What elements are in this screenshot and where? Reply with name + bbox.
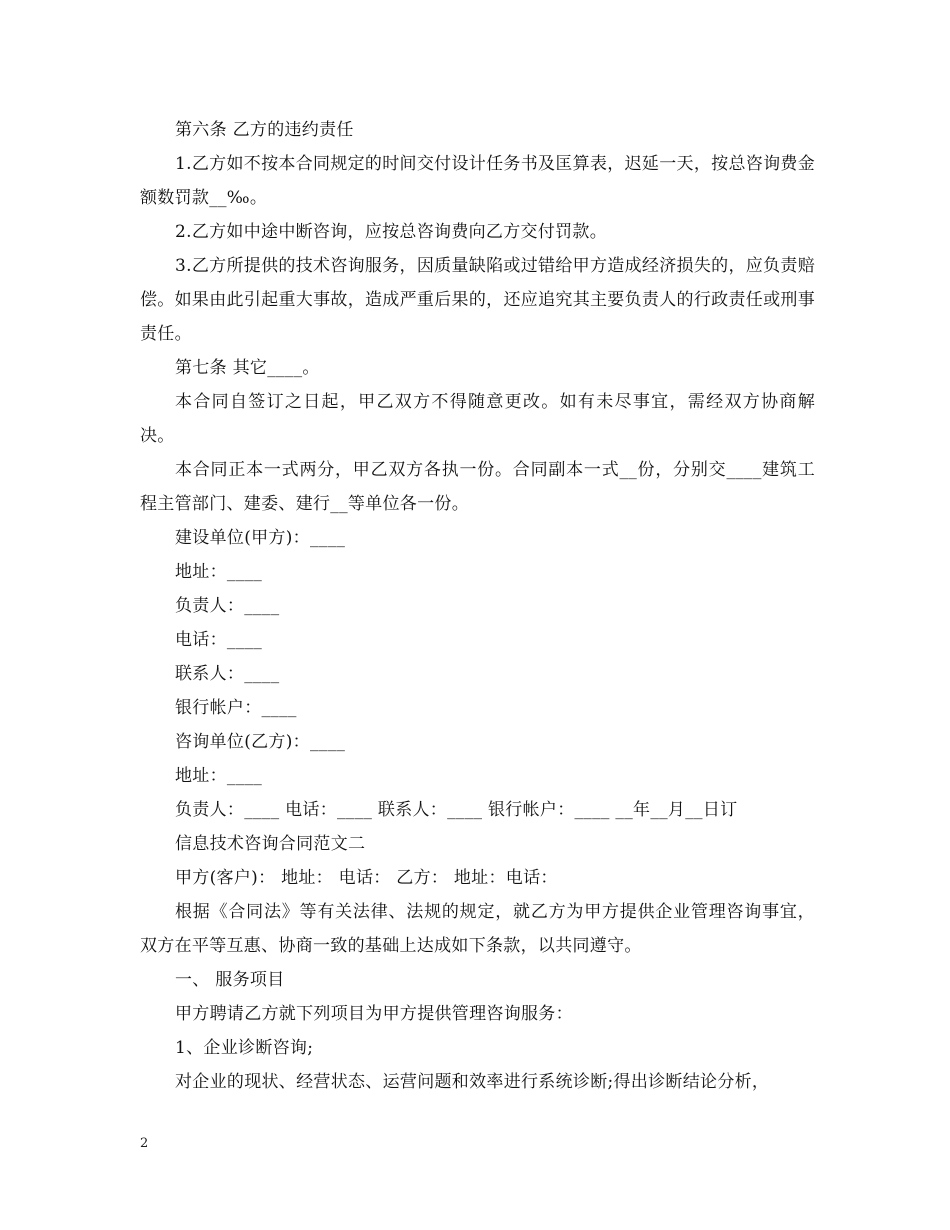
party-line: 甲方(客户)： 地址： 电话： 乙方： 地址：电话： — [175, 868, 558, 888]
form-line: 建设单位(甲方)：____ — [175, 528, 346, 548]
paragraph: 1.乙方如不按本合同规定的时间交付设计任务书及匡算表，迟延一天，按总咨询费金额数罚款__‰。 — [140, 154, 815, 208]
form-line: 电话：____ — [175, 630, 263, 650]
form-line: 负责人：____ — [175, 596, 280, 616]
form-line: 咨询单位(乙方)：____ — [175, 732, 346, 752]
list-item: 1、企业诊断咨询; — [175, 1038, 314, 1058]
form-line: 银行帐户：____ — [175, 698, 297, 718]
clause-heading: 第六条 乙方的违约责任 — [175, 120, 354, 140]
paragraph: 对企业的现状、经营状态、运营问题和效率进行系统诊断;得出诊断结论分析， — [175, 1072, 770, 1092]
paragraph: 3.乙方所提供的技术咨询服务，因质量缺陷或过错给甲方造成经济损失的，应负责赔偿。如果由此引起重大事故，造成严重后果的，还应追究其主要负责人的行政责任或刑事责任。 — [140, 256, 815, 344]
document-body — [140, 113, 815, 1099]
form-line: 联系人：____ — [175, 664, 280, 684]
page-number: 2 — [140, 1136, 149, 1151]
paragraph: 本合同自签订之日起，甲乙双方不得随意更改。如有未尽事宜，需经双方协商解决。 — [140, 392, 815, 446]
section-heading: 一、 服务项目 — [175, 970, 285, 990]
paragraph: 甲方聘请乙方就下列项目为甲方提供管理咨询服务： — [175, 1004, 573, 1024]
form-line: 地址：____ — [175, 562, 263, 582]
form-line: 地址：____ — [175, 766, 263, 786]
paragraph: 2.乙方如中途中断咨询，应按总咨询费向乙方交付罚款。 — [175, 222, 608, 242]
clause-heading: 第七条 其它____。 — [175, 358, 320, 378]
paragraph: 本合同正本一式两分，甲乙双方各执一份。合同副本一式__份，分别交____建筑工程主管部门、建委、建行__等单位各一份。 — [140, 460, 815, 514]
section-title: 信息技术咨询合同范文二 — [175, 834, 366, 854]
form-line: 负责人：____ 电话：____ 联系人：____ 银行帐户：____ __年__月__日订 — [175, 800, 738, 820]
paragraph: 根据《合同法》等有关法律、法规的规定，就乙方为甲方提供企业管理咨询事宜，双方在平等互惠、协商一致的基础上达成如下条款，以共同遵守。 — [140, 902, 815, 956]
